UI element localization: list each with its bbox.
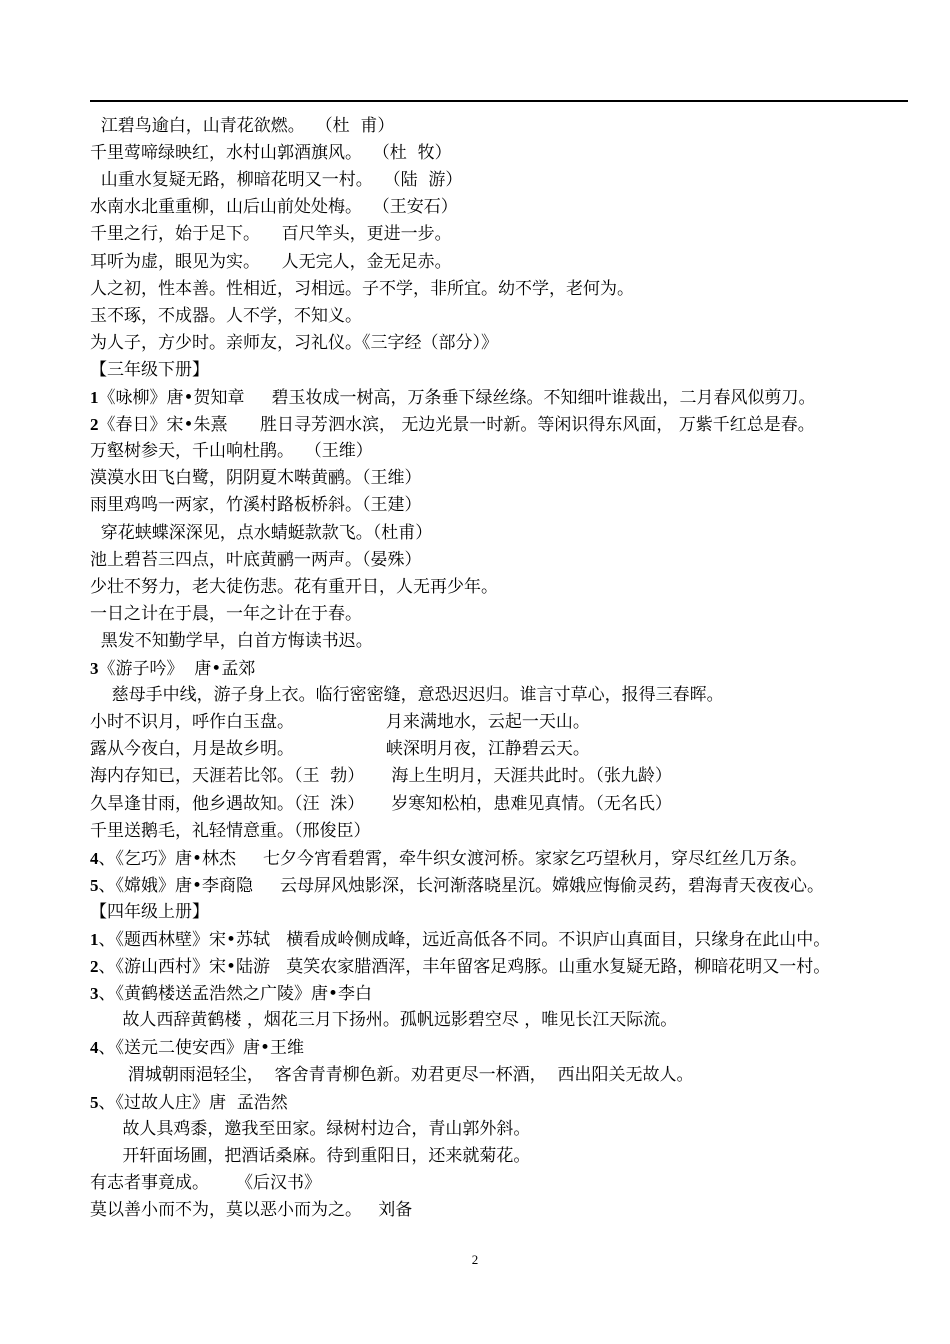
item-number: 4: [90, 1038, 99, 1058]
text-line: [90, 167, 930, 194]
text-line: [90, 818, 930, 845]
item-number: 2: [90, 415, 99, 435]
line-text: 山重水复疑无路，柳暗花明又一村。 （陆 游）: [90, 170, 463, 191]
text-line: [90, 303, 930, 330]
text-line: [90, 682, 930, 709]
text-line: [90, 194, 930, 221]
text-line: [90, 628, 930, 655]
line-text: 一日之计在于晨，一年之计在于春。: [90, 603, 362, 624]
text-line: [90, 520, 930, 547]
text-line: [90, 736, 930, 763]
line-text: 开轩面场圃，把酒话桑麻。待到重阳日，还来就菊花。: [90, 1145, 531, 1166]
line-text: 慈母手中线，游子身上衣。临行密密缝，意恐迟迟归。谁言寸草心，报得三春晖。: [90, 685, 724, 706]
item-number: 5: [90, 1092, 99, 1112]
item-number: 5: [90, 875, 99, 895]
line-text: 《咏柳》唐•贺知章 碧玉妆成一树高，万条垂下绿丝绦。不知细叶谁裁出，二月春风似剪刀。: [98, 388, 816, 408]
text-line: [90, 601, 930, 628]
text-line: [90, 1034, 930, 1061]
text-line: [90, 438, 930, 465]
text-line: [90, 330, 930, 357]
text-line: [90, 249, 930, 276]
item-number: 3: [90, 984, 99, 1004]
text-line: [90, 1170, 930, 1197]
text-line: [90, 980, 930, 1007]
line-text: 千里莺啼绿映红，水村山郭酒旗风。 （杜 牧）: [90, 143, 452, 164]
text-line: [90, 1007, 930, 1034]
line-text: 【四年级上册】: [90, 901, 209, 922]
text-line: [90, 465, 930, 492]
text-line: [90, 899, 930, 926]
line-text: 【三年级下册】: [90, 359, 209, 380]
text-line: [90, 872, 930, 899]
text-line: [90, 113, 930, 140]
text-line: [90, 926, 930, 953]
line-text: 池上碧苔三四点，叶底黄鹂一两声。（晏殊）: [90, 549, 422, 570]
line-text: 水南水北重重柳，山后山前处处梅。 （王安石）: [90, 197, 458, 218]
item-number: 3: [90, 659, 99, 678]
line-text: 耳听为虚，眼见为实。 人无完人，金无足赤。: [90, 251, 452, 272]
line-text: 黑发不知勤学早，白首方悔读书迟。: [90, 630, 373, 651]
header-rule: [90, 100, 908, 102]
item-number: 2: [90, 957, 99, 977]
text-line: [90, 1116, 930, 1143]
text-line: [90, 1197, 930, 1224]
line-text: 千里送鹅毛，礼轻情意重。（邢俊臣）: [90, 820, 371, 841]
line-text: 、《游山西村》宋•陆游 莫笑农家腊酒浑，丰年留客足鸡豚。山重水复疑无路，柳暗花明又一村。: [98, 957, 831, 978]
text-line: [90, 1143, 930, 1170]
item-number: 1: [90, 930, 99, 949]
line-text: 穿花蛱蝶深深见，点水蜻蜓款款飞。（杜甫）: [90, 522, 433, 543]
text-line: [90, 1062, 930, 1089]
line-text: 渭城朝雨浥轻尘， 客舍青青柳色新。劝君更尽一杯酒， 西出阳关无故人。: [90, 1064, 694, 1085]
text-line: [90, 655, 930, 682]
text-line: [90, 791, 930, 818]
line-text: 、《黄鹤楼送孟浩然之广陵》唐•李白: [98, 984, 373, 1005]
line-text: 海内存知已，天涯若比邻。（王 勃） 海上生明月，天涯共此时。（张九龄）: [90, 766, 672, 787]
line-text: 玉不琢，不成器。人不学，不知义。: [90, 305, 362, 326]
line-text: 露从今夜白，月是故乡明。 峡深明月夜，江静碧云天。: [90, 739, 590, 760]
text-line: [90, 221, 930, 248]
text-line: [90, 276, 930, 303]
line-text: 千里之行，始于足下。 百尺竿头，更进一步。: [90, 224, 452, 245]
line-text: 人之初，性本善。性相近，习相远。子不学，非所宜。幼不学，老何为。: [90, 278, 634, 299]
line-text: 《游子吟》 唐•孟郊: [98, 659, 256, 679]
line-text: 有志者事竟成。 《后汉书》: [90, 1172, 322, 1193]
text-line: [90, 384, 930, 411]
item-number: 1: [90, 388, 99, 407]
text-line: [90, 845, 930, 872]
text-line: [90, 492, 930, 519]
text-line: [90, 547, 930, 574]
line-text: 久旱逢甘雨，他乡遇故知。（汪 洙） 岁寒知松柏，患难见真情。（无名氏）: [90, 793, 672, 814]
line-text: 《春日》宋•朱熹 胜日寻芳泗水滨， 无边光景一时新。等闲识得东风面， 万紫千红总是春。: [98, 415, 815, 436]
line-text: 万壑树参天，千山响杜鹃。 （王维）: [90, 441, 373, 462]
page-number: 2: [471, 1252, 479, 1267]
item-number: 4: [90, 848, 99, 868]
line-text: 、《乞巧》唐•林杰 七夕今宵看碧霄，牵牛织女渡河桥。家家乞巧望秋月，穿尽红丝几万条。: [98, 848, 808, 869]
text-line: [90, 763, 930, 790]
line-text: 、《嫦娥》唐•李商隐 云母屏风烛影深，长河渐落晓星沉。嫦娥应悔偷灵药，碧海青天夜夜心。: [98, 875, 825, 896]
line-text: 故人西辞黄鹤楼 ，烟花三月下扬州。孤帆远影碧空尽 ，唯见长江天际流。: [90, 1010, 678, 1031]
line-text: 、《送元二使安西》唐•王维: [98, 1038, 305, 1059]
text-line: [90, 953, 930, 980]
line-text: 故人具鸡黍，邀我至田家。绿树村边合，青山郭外斜。: [90, 1118, 531, 1139]
line-text: 少壮不努力，老大徒伤悲。花有重开日，人无再少年。: [90, 576, 498, 597]
text-line: [90, 357, 930, 384]
line-text: 江碧鸟逾白，山青花欲燃。 （杜 甫）: [90, 116, 395, 136]
line-text: 雨里鸡鸣一两家，竹溪村路板桥斜。（王建）: [90, 495, 422, 516]
line-text: 小时不识月，呼作白玉盘。 月来满地水，云起一天山。: [90, 712, 590, 733]
line-text: 漠漠水田飞白鹭，阴阴夏木啭黄鹂。（王维）: [90, 468, 422, 489]
text-line: [90, 709, 930, 736]
line-text: 为人子，方少时。亲师友，习礼仪。《三字经（部分）》: [90, 332, 498, 353]
text-line: [90, 574, 930, 601]
text-line: [90, 411, 930, 438]
line-text: 、《题西林壁》宋•苏轼 横看成岭侧成峰，远近高低各不同。不识庐山真面目，只缘身在此山中。: [98, 930, 831, 950]
line-text: 、《过故人庄》唐 孟浩然: [98, 1092, 288, 1113]
text-line: [90, 1089, 930, 1116]
text-line: [90, 140, 930, 167]
line-text: 莫以善小而不为，莫以恶小而为之。 刘备: [90, 1200, 413, 1220]
